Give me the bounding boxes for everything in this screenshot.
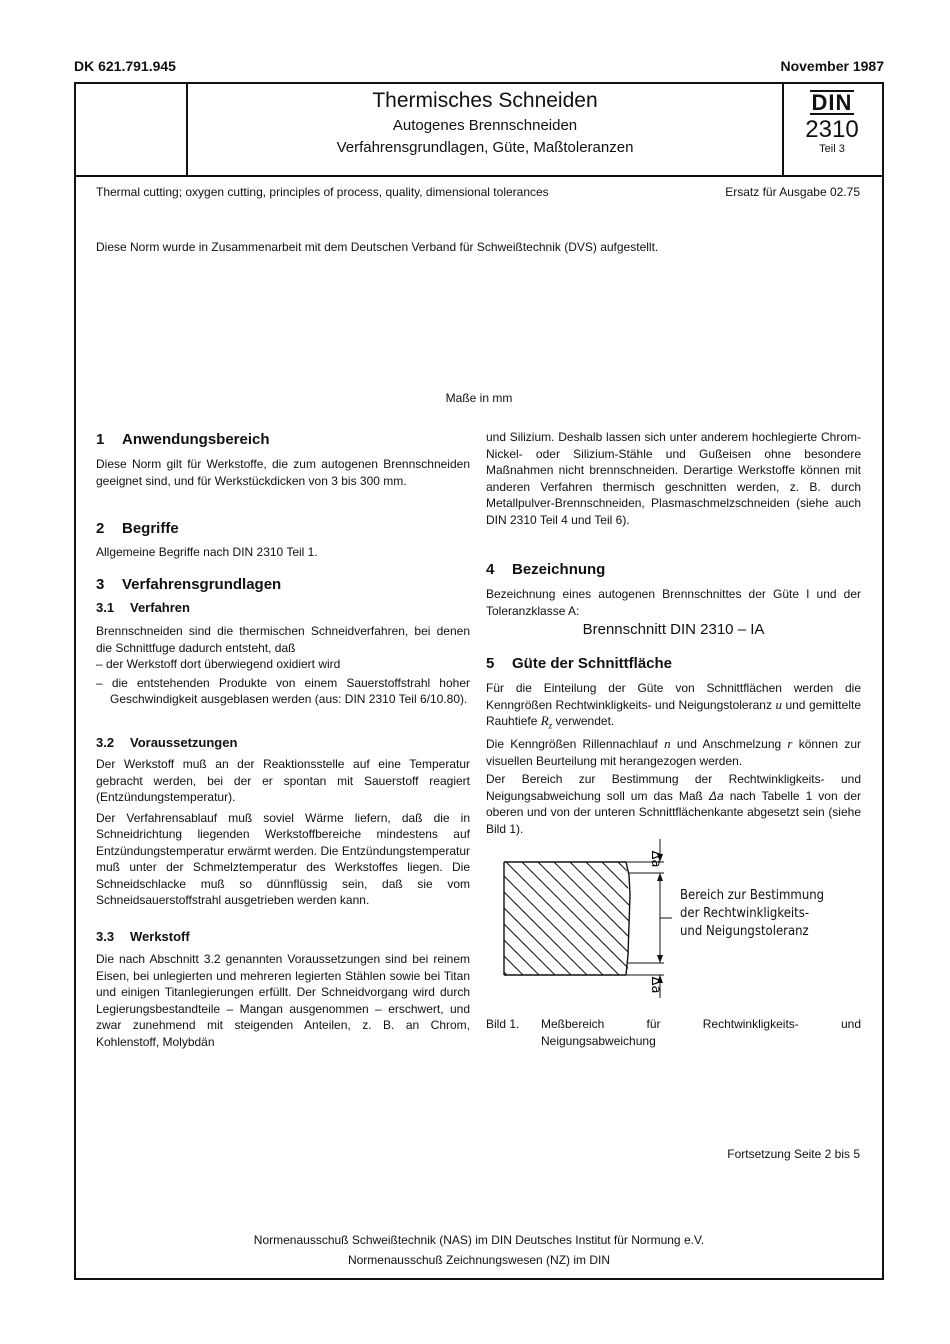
s5-var-rz [540, 713, 553, 731]
issue-date: November 1987 [780, 58, 884, 74]
committee-line-1: Normenausschuß Schweißtechnik (NAS) im DIN Deutsches Institut für Normung e.V. [253, 1233, 705, 1247]
title-block-titles [188, 82, 784, 175]
english-title: Thermal cutting; oxygen cutting, principles of process, quality, dimensional tolerances [96, 185, 549, 199]
section-2-heading [96, 520, 470, 537]
section-5-paragraph-1 [486, 680, 861, 734]
section-3-3-heading [96, 929, 470, 944]
s5-p2-b: und Anschmelzung [676, 737, 782, 752]
section-3-3-number: 3.3 [96, 929, 115, 944]
section-3-title: Verfahrensgrundlagen [122, 576, 282, 593]
figure-label-line-1: Bereich zur Bestimmung [680, 888, 825, 903]
section-3-1-item-1: – der Werkstoff dort überwiegend oxidiert wird [96, 657, 341, 671]
s5-var-rz-sub: z [548, 720, 553, 731]
section-3-number: 3 [96, 576, 105, 593]
section-3-3-continued: und Silizium. Deshalb lassen sich unter anderem hochlegierte Chrom-Nickel- oder Silizium-Stähle und Gußeisen ohne besondere Maßnahmen nicht brennschneiden. Derartige Werkstoffe können mit anderen Verfahren thermisch geschnitten werden, z. B. durch Metallpulver-Brennschneiden, Plasmaschmelzschneiden (siehe auch DIN 2310 Teil 4 und Teil 6). [486, 430, 861, 527]
section-1-heading [96, 431, 470, 448]
committee-line-2: Normenausschuß Zeichnungswesen (NZ) im DIN [347, 1253, 611, 1267]
section-3-1-heading [96, 600, 470, 615]
section-3-2-text [96, 756, 470, 909]
section-3-heading [96, 576, 470, 593]
figure-label-line-3: und Neigungstoleranz [680, 924, 809, 939]
section-3-3-title: Werkstoff [130, 929, 190, 944]
document-subtitle-2: Verfahrensgrundlagen, Güte, Maßtoleranzen [336, 139, 634, 156]
section-5-title: Güte der Schnittfläche [512, 655, 673, 672]
section-5-text [486, 680, 861, 837]
s5-p2-c: können zur visuellen Beurteilung mit herangezogen werden. [486, 737, 861, 768]
document-subtitle-1: Autogenes Brennschneiden [392, 117, 578, 134]
section-4-heading [486, 561, 861, 578]
document-title: Thermisches Schneiden [372, 89, 598, 112]
s5-var-rz-main: R [540, 713, 549, 728]
s5-p2-a: Die Kenngrößen Rillennachlauf [486, 737, 658, 752]
s5-p1-b: und gemittelte Rauhtiefe [486, 697, 861, 728]
section-3-1-number: 3.1 [96, 600, 115, 615]
section-3-2-title: Voraussetzungen [130, 735, 238, 750]
din-logo: DIN [811, 90, 853, 115]
figure-1-caption-number: Bild 1. [486, 1017, 520, 1031]
section-3-2-paragraph-1: Der Werkstoff muß an der Reaktionsstelle auf eine Temperatur gebracht werden, bei der er spontan mit Sauerstoff reagiert (Entzündungstemperatur). [96, 757, 470, 804]
dk-number: DK 621.791.945 [74, 58, 176, 74]
s5-p1-a: Für die Einteilung der Güte von Schnittflächen werden die Kenngrößen Rechtwinkligkeits- und Neigungstoleranz [486, 681, 861, 712]
section-4-number: 4 [486, 561, 495, 578]
section-1-number: 1 [96, 431, 105, 448]
replaces-edition: Ersatz für Ausgabe 02.75 [725, 185, 860, 199]
figure-label-line-2: der Rechtwinkligkeits- [680, 906, 810, 921]
section-3-1-title: Verfahren [130, 600, 190, 615]
units-note: Maße in mm [445, 391, 513, 405]
figure-1-region-label [680, 887, 824, 941]
section-5-paragraph-2 [486, 736, 861, 769]
din-part: Teil 3 [819, 143, 845, 155]
section-3-2-heading [96, 735, 470, 750]
section-2-number: 2 [96, 520, 105, 537]
section-3-1-text [96, 623, 470, 708]
s5-var-r: r [787, 736, 793, 752]
section-5-number: 5 [486, 655, 495, 672]
din-number: 2310 [805, 116, 859, 143]
section-1-title: Anwendungsbereich [122, 431, 270, 448]
section-3-2-number: 3.2 [96, 735, 115, 750]
s5-p1-c: verwendet. [555, 714, 615, 728]
section-3-1-item-2: – die entstehenden Produkte von einem Sauerstoffstrahl hoher Geschwindigkeit ausgeblasen werden (aus: DIN 2310 Teil 6/10.80). [96, 675, 470, 706]
section-4-title: Bezeichnung [512, 561, 606, 578]
section-3-1-intro: Brennschneiden sind die thermischen Schneidverfahren, bei denen die Schnittfuge dadurch entsteht, daß [96, 624, 470, 655]
section-4-text: Bezeichnung eines autogenen Brennschnittes der Güte I und der Toleranzklasse A: [486, 587, 861, 618]
s5-p3-a: Der Bereich zur Bestimmung der Rechtwinkligkeits- und Neigungsabweichung soll um das Maß [486, 772, 861, 803]
section-3-3-text: Die nach Abschnitt 3.2 genannten Voraussetzungen sind bei reinem Eisen, bei unlegierten und mehreren legierten Stählen sowie bei Titan und einigen Titanlegierungen erfüllt. Der Schneidvorgang wird durch Legierungsbestandteile – Mangan ausgenommen – erschwert, und zwar zunehmend mit steigenden Anteilen, z. B. an Chrom, Kohlenstoff, Molybdän [96, 952, 470, 1049]
title-block-left-cell [74, 82, 188, 175]
continuation-note: Fortsetzung Seite 2 bis 5 [727, 1147, 860, 1161]
section-2-text: Allgemeine Begriffe nach DIN 2310 Teil 1. [96, 545, 318, 559]
section-5-paragraph-3 [486, 771, 861, 837]
s5-var-delta-a: Δa [708, 788, 724, 803]
section-5-heading [486, 655, 861, 672]
cooperation-note: Diese Norm wurde in Zusammenarbeit mit dem Deutschen Verband für Schweißtechnik (DVS) aufgestellt. [96, 240, 659, 254]
section-1-text: Diese Norm gilt für Werkstoffe, die zum autogenen Brennschneiden geeignet sind, und für Werkstückdicken von 3 bis 300 mm. [96, 457, 470, 488]
s5-var-n: n [664, 736, 671, 752]
title-block [74, 82, 884, 177]
s5-p3-b: nach Tabelle 1 von der oberen und von der unteren Schnittflächenkante abgesetzt sein (siehe Bild 1). [486, 788, 861, 836]
din-number-cell [784, 82, 880, 175]
delta-a-top-label: Δa [648, 850, 663, 868]
delta-a-bottom-label: Δa [648, 976, 663, 994]
figure-1-caption-text: Meßbereich für Rechtwinkligkeits- und Neigungsabweichung [541, 1017, 861, 1048]
s5-var-u: u [775, 696, 782, 712]
section-3-2-paragraph-2: Der Verfahrensablauf muß soviel Wärme liefern, daß die in Schneidrichtung liegenden Werkstoffbereiche mindestens auf Entzündungstemperatur erwärmt werden. Die Entzündungstemperatur muß unter der Schmelztemperatur des Werkstoffes liegen. Die Schneidschlacke muß so dünnflüssig sein, daß sie vom Schneidsauerstoffstrahl ausgetrieben werden kann. [96, 810, 470, 907]
section-2-title: Begriffe [122, 520, 179, 537]
designation-example: Brennschnitt DIN 2310 – IA [582, 621, 765, 638]
